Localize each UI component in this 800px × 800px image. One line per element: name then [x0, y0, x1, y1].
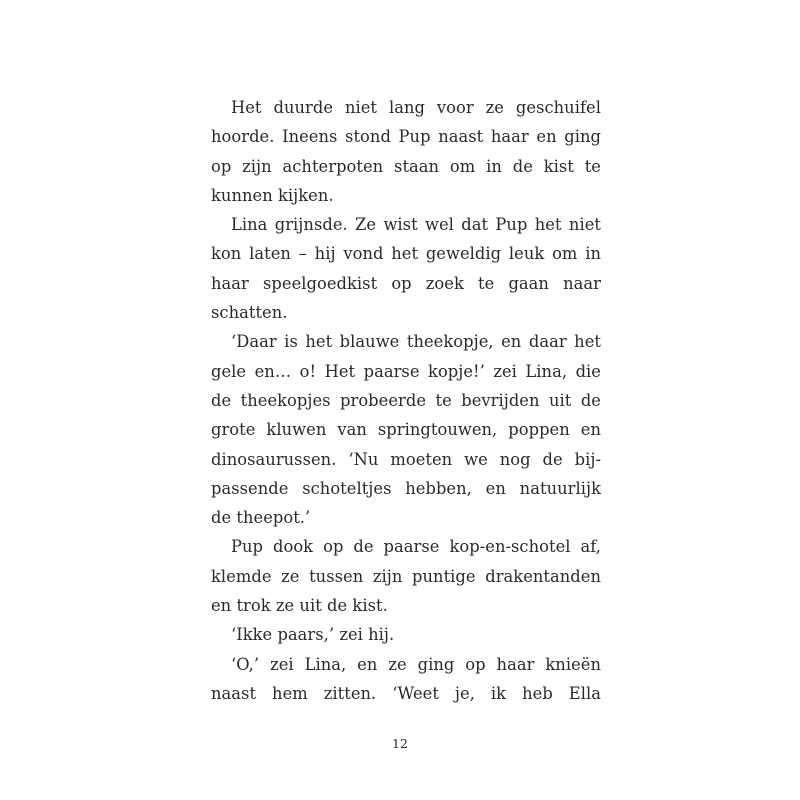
text-line: hoorde. Ineens stond Pup naast haar en ging [211, 127, 601, 147]
text-line: grote kluwen van springtouwen, poppen en [211, 420, 601, 440]
text-line: haar speelgoedkist op zoek te gaan naar [211, 273, 601, 293]
text-line: klemde ze tussen zijn puntige drakentanden [211, 566, 601, 586]
text-line: ‘O,’ zei Lina, en ze ging op haar knieën [231, 654, 601, 674]
body-text [211, 93, 601, 708]
text-line: op zijn achterpoten staan om in de kist te [211, 156, 601, 176]
text-line: kunnen kijken. [211, 185, 334, 205]
text-line: Het duurde niet lang voor ze geschuifel [231, 98, 601, 117]
text-line: ‘Ikke paars,’ zei hij. [231, 625, 395, 645]
text-line: Pup dook op de paarse kop-en-schotel af, [231, 537, 601, 557]
page-number: 12 [392, 736, 408, 751]
text-line: Lina grijnsde. Ze wist wel dat Pup het niet [231, 215, 601, 235]
text-line: gele en… o! Het paarse kopje!’ zei Lina, die [211, 361, 601, 381]
text-line: ‘Daar is het blauwe theekopje, en daar het [231, 332, 601, 352]
text-line: naast hem zitten. ‘Weet je, ik heb Ella [211, 683, 601, 703]
text-line: de theepot.’ [211, 508, 311, 528]
text-line: en trok ze uit de kist. [211, 596, 388, 616]
text-line: passende schoteltjes hebben, en natuurlijk [211, 478, 601, 498]
text-line: de theekopjes probeerde te bevrijden uit de [211, 390, 601, 410]
text-line: kon laten – hij vond het geweldig leuk om in [211, 244, 601, 264]
text-line: dinosaurussen. ‘Nu moeten we nog de bij- [211, 449, 601, 469]
text-line: schatten. [211, 303, 288, 323]
